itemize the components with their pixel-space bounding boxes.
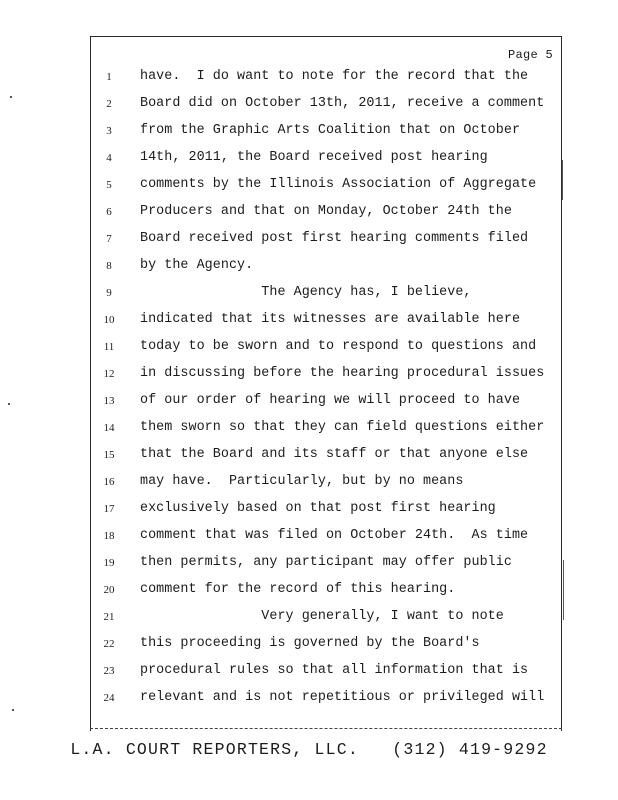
line-number: 24 [103, 692, 115, 704]
line-number: 18 [103, 530, 115, 542]
scan-mark [10, 96, 12, 98]
line-number: 19 [103, 557, 115, 569]
line-text: have. I do want to note for the record that the [140, 69, 529, 84]
line-number: 3 [106, 125, 112, 137]
line-number: 7 [106, 233, 112, 245]
scan-mark [563, 560, 564, 620]
line-number: 4 [106, 152, 112, 164]
line-number: 5 [106, 179, 112, 191]
line-text: that the Board and its staff or that anyone else [140, 447, 529, 462]
frame-bottom-rule [90, 728, 562, 729]
line-number: 10 [103, 314, 115, 326]
line-number: 23 [103, 665, 115, 677]
line-number: 9 [106, 287, 112, 299]
line-text: in discussing before the hearing procedural issues [140, 366, 545, 381]
reporter-footer: L.A. COURT REPORTERS, LLC. (312) 419-9292 [70, 740, 548, 759]
line-text: from the Graphic Arts Coalition that on October [140, 123, 521, 138]
line-number: 1 [106, 71, 112, 83]
line-number: 2 [106, 98, 112, 110]
line-number: 15 [103, 449, 115, 461]
transcript-frame [90, 36, 562, 731]
line-number: 11 [103, 341, 115, 353]
line-text: them sworn so that they can field questions either [140, 420, 545, 435]
line-text: comment that was filed on October 24th. As time [140, 528, 529, 543]
line-text: exclusively based on that post first hearing [140, 501, 496, 516]
line-text: Very generally, I want to note [140, 609, 504, 624]
line-text: this proceeding is governed by the Board's [140, 636, 480, 651]
line-text: by the Agency. [140, 258, 254, 273]
line-number: 14 [103, 422, 115, 434]
line-text: Producers and that on Monday, October 24th the [140, 204, 512, 219]
line-text: Board received post first hearing comments filed [140, 231, 529, 246]
line-text: comments by the Illinois Association of Aggregate [140, 177, 537, 192]
scan-mark [562, 160, 563, 200]
line-number: 21 [103, 611, 115, 623]
line-text: then permits, any participant may offer public [140, 555, 512, 570]
line-text: today to be sworn and to respond to questions and [140, 339, 537, 354]
line-text: indicated that its witnesses are available here [140, 312, 521, 327]
line-text: of our order of hearing we will proceed to have [140, 393, 521, 408]
line-number: 20 [103, 584, 115, 596]
line-text: comment for the record of this hearing. [140, 582, 456, 597]
line-number: 13 [103, 395, 115, 407]
line-text: The Agency has, I believe, [140, 285, 472, 300]
line-text: 14th, 2011, the Board received post hearing [140, 150, 488, 165]
line-text: relevant and is not repetitious or privileged will [140, 690, 545, 705]
scan-mark [12, 709, 14, 711]
line-number: 17 [103, 503, 115, 515]
line-number: 16 [103, 476, 115, 488]
line-text: Board did on October 13th, 2011, receive a comment [140, 96, 545, 111]
line-number: 12 [103, 368, 115, 380]
line-number: 6 [106, 206, 112, 218]
scan-mark [8, 403, 10, 405]
line-number: 22 [103, 638, 115, 650]
line-text: may have. Particularly, but by no means [140, 474, 464, 489]
line-text: procedural rules so that all information that is [140, 663, 529, 678]
line-number: 8 [106, 260, 112, 272]
page-label: Page 5 [508, 48, 554, 62]
